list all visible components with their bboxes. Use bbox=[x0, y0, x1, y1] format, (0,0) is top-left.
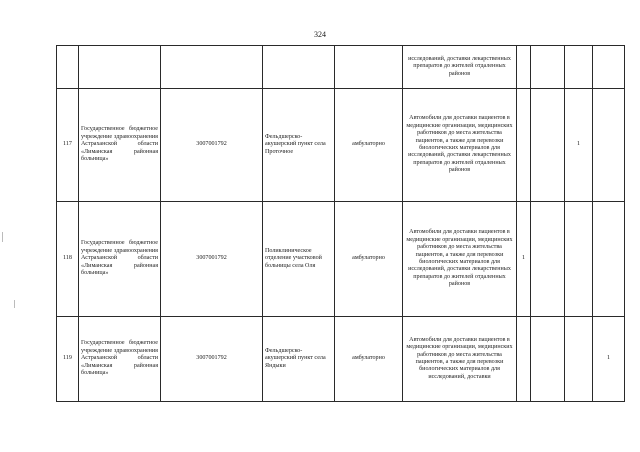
quantity-col-4 bbox=[593, 46, 625, 89]
row-number bbox=[57, 46, 79, 89]
quantity-col-4 bbox=[593, 202, 625, 317]
scan-mark bbox=[2, 232, 3, 242]
facility-name: Фельдшерско-акушерский пункт села Проточное bbox=[263, 89, 335, 202]
table-row bbox=[57, 317, 625, 402]
scan-mark bbox=[14, 300, 15, 308]
vehicle-description: Автомобили для доставки пациентов в медицинские организации, медицинских работников до места жительства пациентов, а также для перевозки биологических материалов для исследований, доставки лекарственных препаратов до жителей отдаленных районов bbox=[403, 202, 517, 317]
quantity-col-2 bbox=[531, 89, 565, 202]
organization-name: Государственное бюджетное учреждение здравоохранения Астраханской области «Лиманская районная больница» bbox=[79, 202, 161, 317]
care-type: амбулаторно bbox=[335, 317, 403, 402]
facility-name: Поликлиническое отделение участковой больницы села Оля bbox=[263, 202, 335, 317]
quantity-col-2 bbox=[531, 317, 565, 402]
vehicle-description: Автомобили для доставки пациентов в медицинские организации, медицинских работников до места жительства пациентов, а также для перевозки биологических материалов для исследований, доставки bbox=[403, 317, 517, 402]
care-type: амбулаторно bbox=[335, 89, 403, 202]
row-number: 117 bbox=[57, 89, 79, 202]
quantity-col-2 bbox=[531, 46, 565, 89]
organization-code: 3007001792 bbox=[161, 317, 263, 402]
quantity-col-1 bbox=[517, 46, 531, 89]
care-type: амбулаторно bbox=[335, 202, 403, 317]
facility-name bbox=[263, 46, 335, 89]
quantity-col-4 bbox=[593, 89, 625, 202]
quantity-col-3 bbox=[565, 317, 593, 402]
organization-code: 3007001792 bbox=[161, 89, 263, 202]
quantity-col-1 bbox=[517, 89, 531, 202]
facilities-table bbox=[56, 45, 625, 402]
quantity-col-2 bbox=[531, 202, 565, 317]
row-number: 119 bbox=[57, 317, 79, 402]
organization-code bbox=[161, 46, 263, 89]
quantity-col-3 bbox=[565, 46, 593, 89]
page-number: 324 bbox=[314, 30, 326, 39]
table-row bbox=[57, 46, 625, 89]
organization-name: Государственное бюджетное учреждение здравоохранения Астраханской области «Лиманская районная больница» bbox=[79, 317, 161, 402]
table-row bbox=[57, 89, 625, 202]
care-type bbox=[335, 46, 403, 89]
vehicle-description: исследований, доставки лекарственных препаратов до жителей отдаленных районов bbox=[403, 46, 517, 89]
table-row bbox=[57, 202, 625, 317]
quantity-col-4: 1 bbox=[593, 317, 625, 402]
organization-code: 3007001792 bbox=[161, 202, 263, 317]
row-number: 118 bbox=[57, 202, 79, 317]
vehicle-description: Автомобили для доставки пациентов в медицинские организации, медицинских работников до места жительства пациентов, а также для перевозки биологических материалов для исследований, доставки лекарственных препаратов до жителей отдаленных районов bbox=[403, 89, 517, 202]
organization-name bbox=[79, 46, 161, 89]
facility-name: Фельдшерско-акушерский пункт села Яндыки bbox=[263, 317, 335, 402]
quantity-col-3: 1 bbox=[565, 89, 593, 202]
organization-name: Государственное бюджетное учреждение здравоохранения Астраханской области «Лиманская районная больница» bbox=[79, 89, 161, 202]
quantity-col-1: 1 bbox=[517, 202, 531, 317]
quantity-col-3 bbox=[565, 202, 593, 317]
quantity-col-1 bbox=[517, 317, 531, 402]
